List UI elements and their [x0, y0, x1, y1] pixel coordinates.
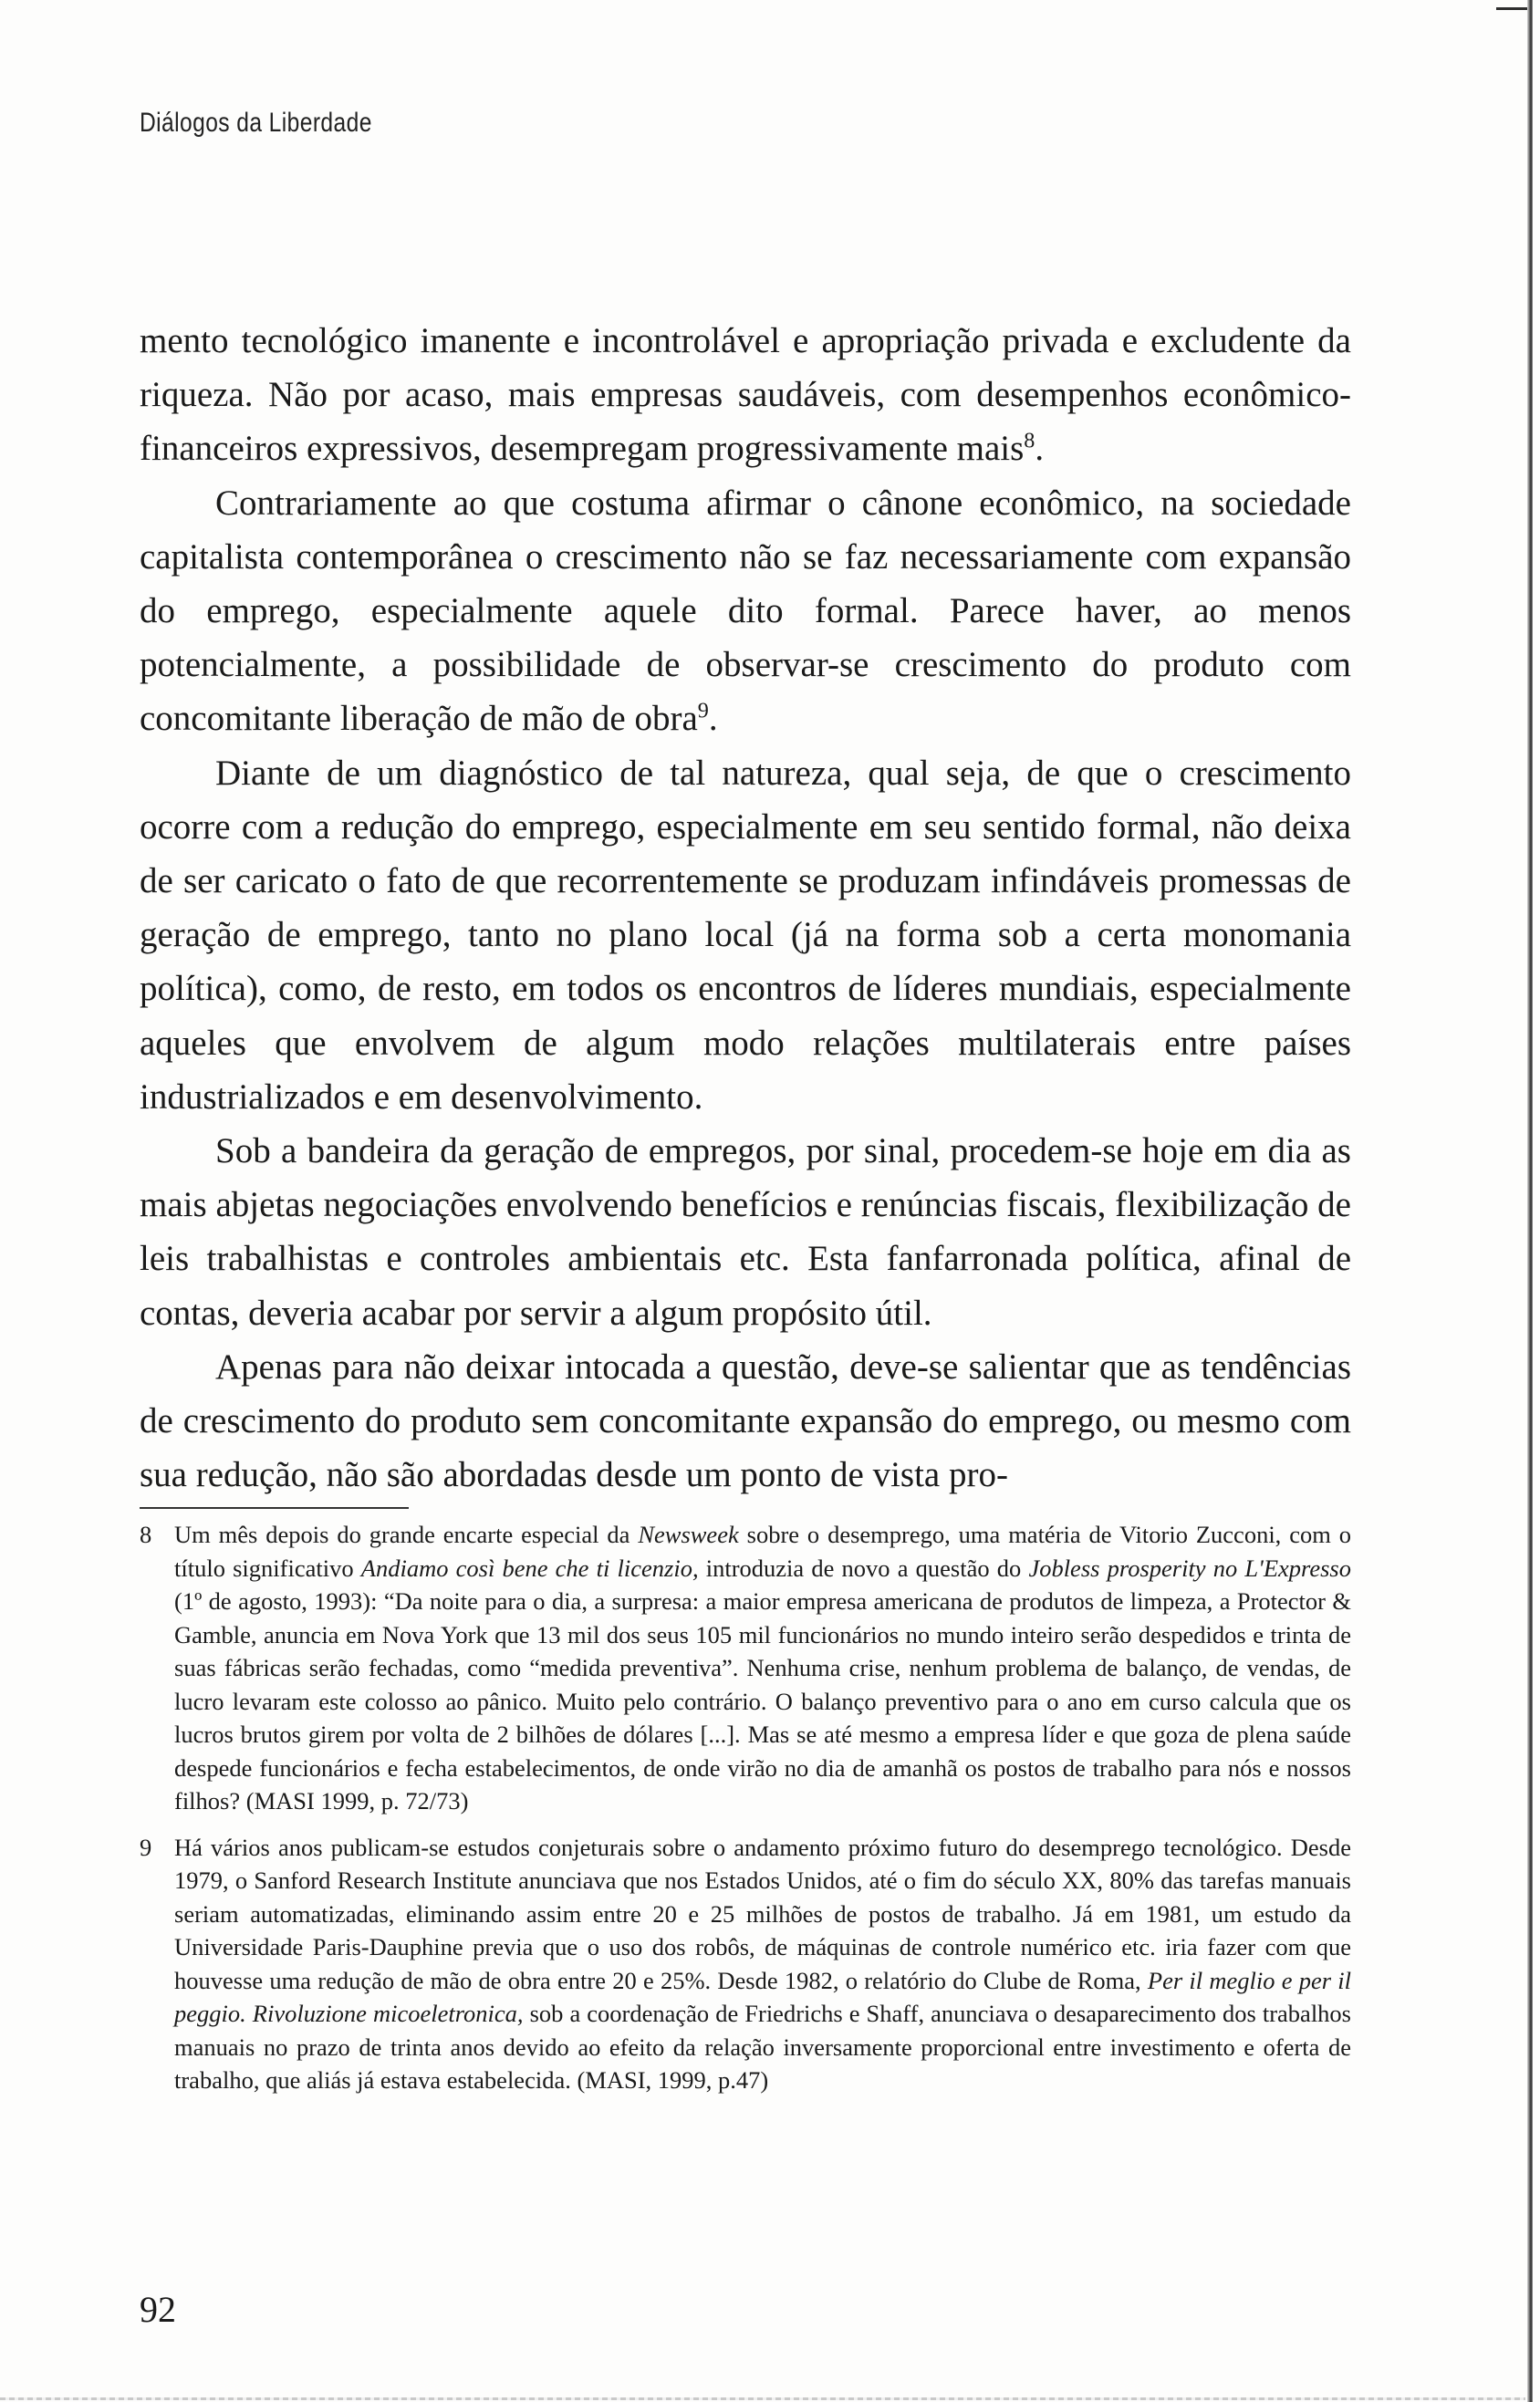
body-text	[140, 314, 1351, 1502]
footnote-text: sob a coordenação de Friedrichs e Shaff, anunciava o desaparecimento dos trabalhos manuais no prazo de trinta anos devido ao efeito da relação inversamente proporcional entre investimento e oferta de trabalho, que aliás já estava estabelecida. (MASI, 1999, p.47)	[174, 2000, 1351, 2094]
footnote-italic-text: Per il meglio e per il peggio. Rivoluzione micoeletronica,	[174, 1966, 1351, 2027]
footnote-reference[interactable]: 8	[1024, 429, 1035, 454]
binding-mark	[1496, 7, 1527, 10]
footnote-reference[interactable]: 9	[697, 699, 709, 724]
binding-edge	[1527, 0, 1533, 2402]
footnote-number: 8	[140, 1521, 152, 1548]
paragraph-text: Sob a bandeira da geração de empregos, por sinal, procedem-se hoje em dia as mais abjetas negociações envolvendo benefícios e renúncias fiscais, flexibilização de leis trabalhistas e controles ambientais etc. Esta fanfarronada política, afinal de contas, deveria acabar por servir a algum propósito útil.	[140, 1131, 1351, 1333]
footnote-text: Um mês depois do grande encarte especial da	[174, 1521, 639, 1548]
paragraph-text: Apenas para não deixar intocada a questão, deve-se salientar que as tendências de crescimento do produto sem concomitante expansão do emprego, ou mesmo com sua redução, não são abordadas desde um ponto de vista pro-	[140, 1347, 1351, 1495]
footnote	[140, 1518, 1351, 1818]
page-number: 92	[140, 2289, 176, 2330]
scan-edge	[0, 2397, 1525, 2400]
body-paragraph	[140, 1124, 1351, 1340]
footnote-text: introduzia de novo a questão do	[698, 1554, 1029, 1582]
footnote-text: Há vários anos publicam-se estudos conjeturais sobre o andamento próximo futuro do desemprego tecnológico. Desde 1979, o Sanford Research Institute anunciava que nos Estados Unidos, até o fim do século XX, 80% das tarefas manuais seriam automatizadas, eliminando assim entre 20 e 25 milhões de postos de trabalho. Já em 1981, um estudo da Universidade Paris-Dauphine previa que o uso dos robôs, de máquinas de controle numérico etc. iria fazer com que houvesse uma redução de mão de obra entre 20 e 25%. Desde 1982, o relatório do Clube de Roma,	[174, 1833, 1351, 1994]
paragraph-text: Diante de um diagnóstico de tal natureza, qual seja, de que o crescimento ocorre com a redução do emprego, especialmente em seu sentido formal, não deixa de ser caricato o fato de que recorrentemente se produzam infindáveis promessas de geração de emprego, tanto no plano local (já na forma sob a certa monomania política), como, de resto, em todos os encontros de líderes mundiais, especialmente aqueles que envolvem de algum modo relações multilaterais entre países industrializados e em desenvolvimento.	[140, 753, 1351, 1117]
footnote-separator	[140, 1507, 409, 1509]
body-paragraph	[140, 314, 1351, 476]
footnote-text: (1º de agosto, 1993): “Da noite para o dia, a surpresa: a maior empresa americana de produtos de limpeza, a Protector & Gamble, anuncia em Nova York que 13 mil dos seus 105 mil funcionários no mundo inteiro serão despedidos e trinta de suas fábricas serão fechadas, como “medida preventiva”. Nenhuma crise, nenhum problema de balanço, de vendas, de lucro levaram este colosso ao pânico. Muito pelo contrário. O balanço preventivo para o ano em curso calcula que os lucros brutos girem por volta de 2 bilhões de dólares [...]. Mas se até mesmo a empresa líder e que goza de plena saúde despede funcionários e fecha estabelecimentos, de onde virão no dia de amanhã os postos de trabalho para nós e nossos filhos? (MASI 1999, p. 72/73)	[174, 1587, 1351, 1814]
footnote-text: sobre o desemprego, uma matéria de Vitorio Zucconi, com o título significativo	[174, 1521, 1351, 1582]
footnote-italic-text: Andiamo così bene che ti licenzio,	[360, 1554, 699, 1582]
footnote-number: 9	[140, 1833, 152, 1861]
footnotes	[140, 1518, 1351, 2110]
body-paragraph	[140, 746, 1351, 1124]
paragraph-tail: .	[708, 699, 718, 739]
body-paragraph	[140, 1340, 1351, 1503]
paragraph-tail: .	[1035, 429, 1045, 469]
footnote-italic-text: Jobless prosperity no L'Expresso	[1028, 1554, 1351, 1582]
body-paragraph	[140, 476, 1351, 746]
footnote-italic-text: Newsweek	[638, 1521, 739, 1548]
paragraph-text: mento tecnológico imanente e incontrolável e apropriação privada e excludente da riqueza. Não por acaso, mais empresas saudáveis, com desempenhos econômico-financeiros expressivos, desempregam progressivamente mais	[140, 321, 1351, 469]
running-head: Diálogos da Liberdade	[140, 108, 372, 138]
paragraph-text: Contrariamente ao que costuma afirmar o cânone econômico, na sociedade capitalista contemporânea o crescimento não se faz necessariamente com expansão do emprego, especialmente aquele dito formal. Parece haver, ao menos potencialmente, a possibilidade de observar-se crescimento do produto com concomitante liberação de mão de obra	[140, 483, 1351, 739]
footnote	[140, 1831, 1351, 2097]
